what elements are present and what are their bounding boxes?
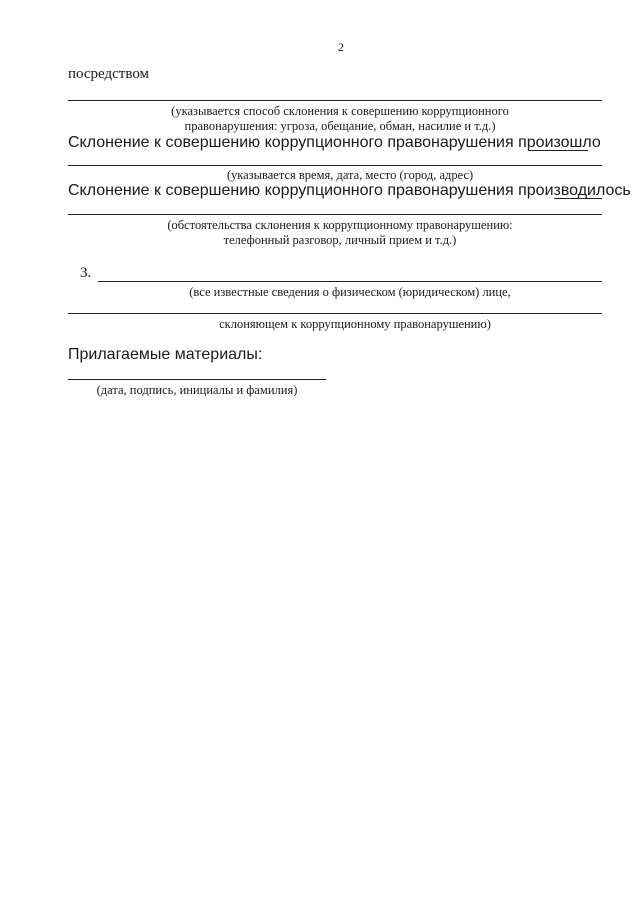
occurred-label: Склонение к совершению коррупционного правонарушения произошло (68, 134, 601, 151)
circumstances-field-line[interactable] (68, 214, 602, 215)
method-label: посредством (68, 66, 150, 82)
attachments-label: Прилагаемые материалы: (68, 346, 263, 363)
method-caption-line2: правонарушения: угроза, обещание, обман, насилие и т.д.) (184, 119, 496, 133)
circumstances-inline-field-line[interactable] (554, 198, 602, 199)
circumstances-caption-line1: (обстоятельства склонения к коррупционному правонарушению: (167, 218, 513, 232)
circumstances-caption-line2: телефонный разговор, личный прием и т.д.) (223, 233, 457, 247)
method-caption-line1: (указывается способ склонения к совершению коррупционного (171, 104, 509, 118)
signature-field-line[interactable] (68, 379, 326, 380)
item-number: 3. (80, 265, 92, 281)
occurred-caption: (указывается время, дата, место (город, адрес) (226, 168, 474, 182)
person-caption-line1: (все известные сведения о физическом (юридическом) лице, (189, 285, 511, 299)
person-caption-line2: склоняющем к коррупционному правонарушению) (219, 317, 491, 331)
person-field-line-1[interactable] (98, 281, 602, 282)
occurred-field-line[interactable] (68, 165, 602, 166)
circumstances-label: Склонение к совершению коррупционного правонарушения производилось (68, 182, 631, 199)
signature-caption: (дата, подпись, инициалы и фамилия) (96, 383, 298, 397)
page-number: 2 (338, 40, 344, 54)
method-field-line[interactable] (68, 100, 602, 101)
occurred-inline-field-line[interactable] (528, 150, 588, 151)
person-field-line-2[interactable] (68, 313, 602, 314)
